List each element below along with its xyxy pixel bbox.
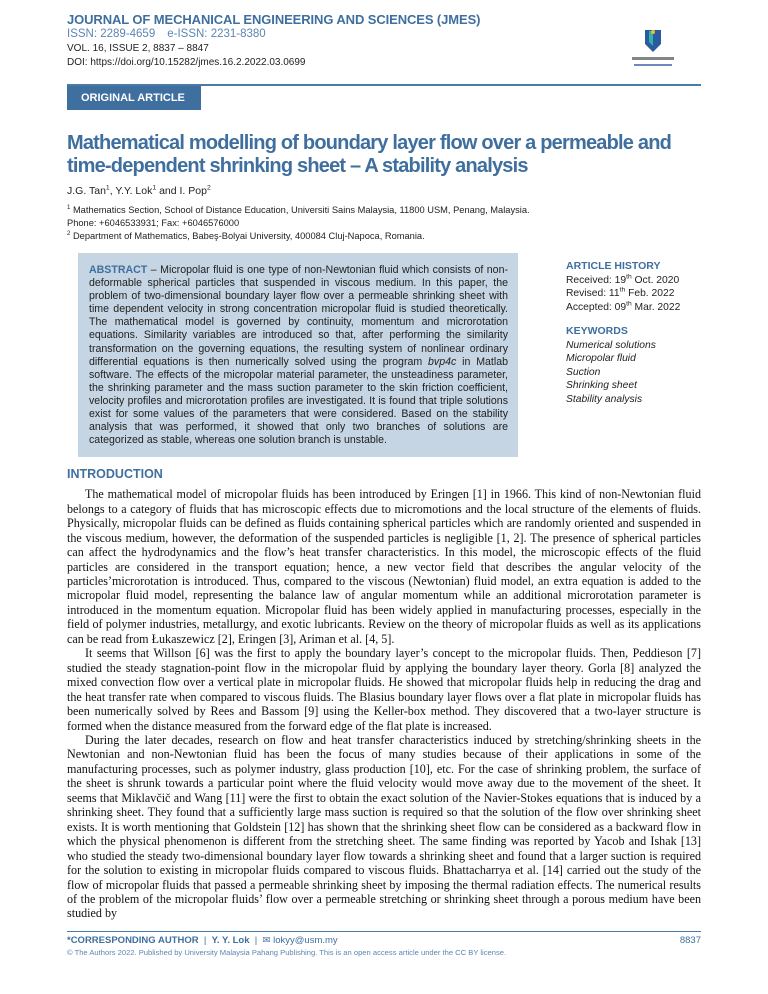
page-footer [67,931,701,966]
section-label: ORIGINAL ARTICLE [67,86,201,110]
keyword: Shrinking sheet [566,380,637,391]
university-logo [628,28,678,74]
author-list [67,184,701,198]
eissn: e-ISSN: 2231-8380 [167,28,266,40]
abstract-text: ABSTRACT – Micropolar fluid is one type of non-Newtonian fluid which consists of non-deformable spherical particles that suspended in viscous medium. In this paper, the problem of two-dimensional boundary layer flow over a permeable shrinking sheet with time dependent velocity in strong concentration micropolar fluid is studied theoretically. The mathematical model is governed by continuity, momentum and microrotation equations. Similarity variables are introduced so that, after performing the similarity transformation on the governing equations, the resulting system of nonlinear ordinary differential equations is then numerically solved using the program bvp4c in Matlab software. The effects of the micropolar material parameter, the unsteadiness parameter, the shrinking parameter and the mass suction parameter to the skin friction coefficient, velocity profiles and microrotation profiles are investigated. It is found that triple solutions exist for some values of the parameters that were considered. Based on the stability analysis that was performed, it showed that only two branches of solutions are categorized as stable, whereas one solution branch is unstable. [89,264,508,447]
article-title: Mathematical modelling of boundary layer flow over a permeable and time-dependent shrinking sheet – A stability analysis [67,132,672,177]
abstract-row [67,253,701,457]
article-page [67,0,701,966]
abstract-box [78,253,518,457]
keywords-heading: KEYWORDS [566,325,628,337]
paragraph: It seems that Willson [6] was the first to apply the boundary layer’s concept to the micropolar fluids. Then, Peddieson [7] studied the steady stagnation-point flow in the micropolar fluid by applying the boundary layer theory. Gorla [8] analyzed the mixed convection flow over a vertical plate in micropolar fluids. He showed that micropolar fluids help in reducing the drag and the heat transfer rate when compared to viscous fluids. The Blasius boundary layer flows over a flat plate in micropolar fluids has been numerically solved by Rees and Bassom [9] using the Keller-box method. They discovered that a two-layer structure is formed when the distance measured from the forward edge of the flat plate is increased. [67,646,701,733]
author: Y.Y. Lok$^1$ and [115,184,180,197]
contact-phone: Phone: +6046533931; Fax: +6046576000 [67,218,240,228]
journal-title: JOURNAL OF MECHANICAL ENGINEERING AND SCIENCES (JMES) [67,12,481,27]
issn: ISSN: 2289-4659 [67,28,156,40]
affiliation: $^1$ Mathematics Section, School of Distance Education, Universiti Sains Malaysia, 11800 USM, Penang, Malaysia. [67,204,530,215]
author: I. Pop$^2$ [179,184,211,197]
paragraph: The mathematical model of micropolar fluids has been introduced by Eringen [1] in 1966. This kind of non-Newtonian fluid belongs to a category of fluids that has microscopic effects due to micromotions and the local structure of the elements of fluids. Physically, micropolar fluids can be defined as fluids containing spherical particles which are randomly oriented and suspended in the viscous medium, however, the deformation of the suspended particles is negligible [1, 2]. The presence of spherical particles can affect the hydrodynamics and the flow’s heat transfer characteristics. In this model, the microscopic effects of the fluid particles are considered in the transport equation; hence, a new vector field that describes the angular velocity of the particles’microrotation is introduced. Thus, compared to the viscous (Newtonian) fluid model, an extra equation is added to the micropolar fluid model, representing the balance law of angular momentum while an additional microrotation parameter is introduced in the momentum equation. Micropolar fluid has been widely applied in manufacturing processes, especially in the field of polymer industries, metallurgy, and exotic lubricants. Review on the theory of micropolar fluids as well as its applications can be read from Łukaszewicz [2], Eringen [3], Ariman et al. [4, 5]. [67,487,701,646]
keyword: Suction [566,366,601,378]
introduction-body [67,487,701,921]
journal-header [67,12,701,84]
affiliation: $^2$ Department of Mathematics, Babeş-Bolyai University, 400084 Cluj-Napoca, Romania. [67,230,425,241]
keyword: Micropolar fluid [566,353,636,364]
keyword: Stability analysis [566,393,643,405]
corresponding-author: *CORRESPONDING AUTHOR | Y. Y. Lok | ✉ lokyy@usm.my [67,934,338,946]
affiliations [67,204,701,243]
email-link[interactable]: lokyy@usm.my [273,934,338,946]
doi-link[interactable]: DOI: https://doi.org/10.15282/jmes.16.2.2022.03.0699 [67,57,306,68]
history-received: Received: 19th Oct. 2020 [566,273,680,286]
history-accepted: Accepted: 09th Mar. 2022 [566,300,681,313]
history-revised: Revised: 11th Feb. 2022 [566,286,675,299]
section-heading-introduction: INTRODUCTION [67,467,163,482]
keyword: Numerical solutions [566,339,656,351]
abstract-label: ABSTRACT [89,264,148,276]
paragraph: During the later decades, research on flow and heat transfer characteristics induced by stretching/shrinking sheets in the Newtonian and non-Newtonian fluid has been the focus of many studies because of their applications in some of the manufacturing processes, such as polymer industry, glass production [10], etc. For the case of shrinking problem, the surface of the sheet is shrunk towards a particular point where the fluid velocity would move away due to the movement of the sheet. It seems that Miklavčič and Wang [11] were the first to obtain the exact solution of the Navier-Stokes equations that is induced by a shrinking sheet. They found that a sufficiently large mass suction is required so that the solution of the flow over shrinking sheet exists. It is worth mentioning that Goldstein [12] has shown that the shrinking sheet flow can be considered as a backward flow in which the physical phenomenon is different from the stretching sheet. The same finding was reported by Yacob and Ishak [13] who studied the steady two-dimensional boundary layer flow towards a shrinking sheet and found that a larger suction is required for the solution to existing in micropolar fluids compared to viscous fluids. Bhattacharrya et al. [14] carried out the study of the flow of micropolar fluids that passed a permeable shrinking sheet by imposing the thermal radiation effects. The numerical results of the problem of the micropolar fluids’ flow over a permeable stretching or shrinking sheet through a porous medium have been studied by [67,733,701,921]
article-sidebar [566,260,701,406]
page-number: 8837 [679,934,701,946]
author: J.G. Tan$^1$, [67,184,116,197]
issn-line [67,27,701,42]
volume-info: VOL. 16, ISSUE 2, 8837 – 8847 [67,43,209,54]
mail-icon: ✉ [262,934,271,946]
copyright: © The Authors 2022. Published by University Malaysia Pahang Publishing. This is an open access article under the CC BY license. [67,947,507,957]
history-heading: ARTICLE HISTORY [566,260,661,272]
